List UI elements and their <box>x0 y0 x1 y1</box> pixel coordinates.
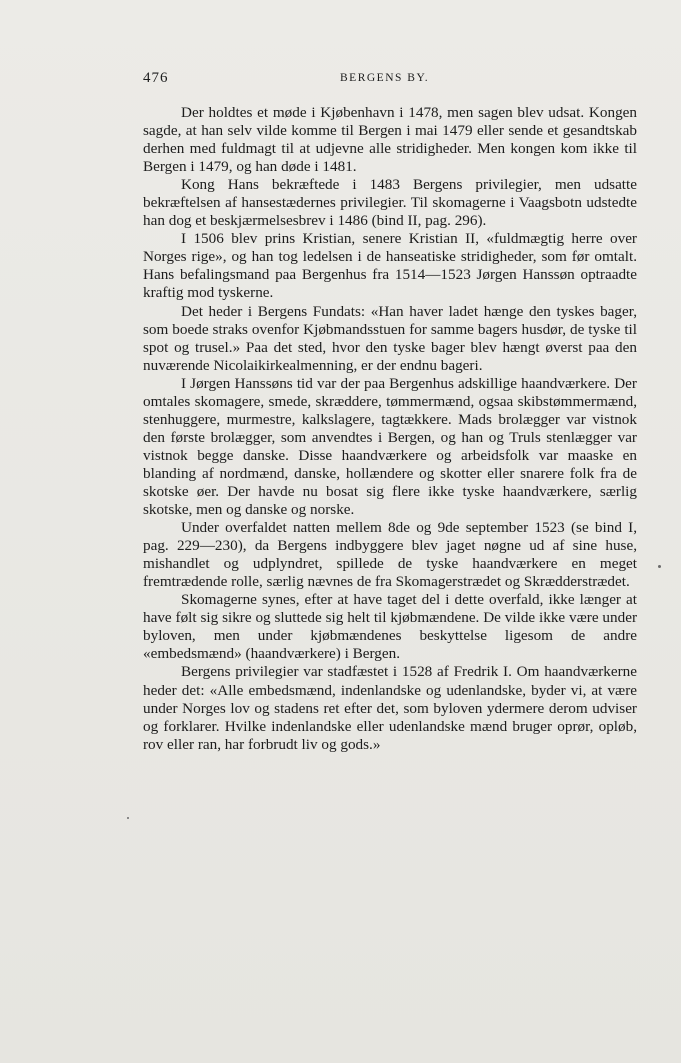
paragraph: Skomagerne synes, efter at have taget del i dette overfald, ikke længer at have følt sig sikre og sluttede sig helt til kjøbmændene. De vilde ikke være under byloven, men under kjøbmændenes beskyttelse ligesom de andre «embedsmænd» (haandværkere) i Bergen. <box>143 591 637 663</box>
paragraph: Bergens privilegier var stadfæstet i 1528 af Fredrik I. Om haandværkerne heder det: «Alle embedsmænd, indenlandske og udenlandske, byder vi, at være under Norges lov og stadens ret efter det, som byloven ydermere derom udviser og forklarer. Hvilke indenlandske eller udenlandske mænd bruger oprør, opløb, rov eller ran, har forbrudt liv og gods.» <box>143 663 637 753</box>
page-header <box>143 70 636 90</box>
running-head: BERGENS BY. <box>340 72 430 84</box>
paragraph: Det heder i Bergens Fundats: «Han haver ladet hænge den tyskes bager, som boede straks ovenfor Kjøbmandsstuen for samme bagers husdør, de tyske til spot og trusel.» Paa det sted, hvor den tyske bager blev hængt øverst paa den nuværende Nicolaikirkealmenning, er der endnu bageri. <box>143 302 637 374</box>
ink-speck <box>658 565 661 568</box>
ink-speck <box>127 817 129 819</box>
paragraph: Under overfaldet natten mellem 8de og 9de september 1523 (se bind I, pag. 229—230), da Bergens indbyggere blev jaget nøgne ud af sine huse, mishandlet og udplyndret, spillede de tyske haandværkere en meget fremtrædende rolle, særlig nævnes de fra Skomagerstrædet og Skrædderstrædet. <box>143 519 637 591</box>
paragraph: I 1506 blev prins Kristian, senere Kristian II, «fuldmægtig herre over Norges rige», og han tog ledelsen i de hanseatiske stridigheder, som før omtalt. Hans befalingsmand paa Bergenhus fra 1514—1523 Jørgen Hanssøn optraadte kraftig mod tyskerne. <box>143 230 637 302</box>
body-text <box>143 104 637 754</box>
paragraph: I Jørgen Hanssøns tid var der paa Bergenhus adskillige haandværkere. Der omtales skomagere, smede, skræddere, tømmermænd, ogsaa skibstømmermænd, stenhuggere, murmestre, kalkslagere, tagtækkere. Mads brolægger var vistnok den første brolægger, som anvendtes i Bergen, og han og Truls stenlægger var vistnok begge danske. Disse haandværkere og arbeidsfolk var maaske en blanding af nordmænd, danske, hollændere og skotter eller snarere folk fra de skotske øer. Der havde nu bosat sig flere ikke tyske haandværkere, særlig skotske, men og danske og norske. <box>143 374 637 519</box>
paragraph: Der holdtes et møde i Kjøbenhavn i 1478, men sagen blev udsat. Kongen sagde, at han selv vilde komme til Bergen i mai 1479 eller sende et gesandtskab derhen med fuldmagt til at udjevne alle stridigheder. Men kongen kom ikke til Bergen i 1479, og han døde i 1481. <box>143 104 637 176</box>
page-number: 476 <box>143 70 169 86</box>
paragraph: Kong Hans bekræftede i 1483 Bergens privilegier, men udsatte bekræftelsen af hansestædernes privilegier. Til skomagerne i Vaagsbotn udstedte han dog et beskjærmelsesbrev i 1486 (bind II, pag. 296). <box>143 176 637 230</box>
